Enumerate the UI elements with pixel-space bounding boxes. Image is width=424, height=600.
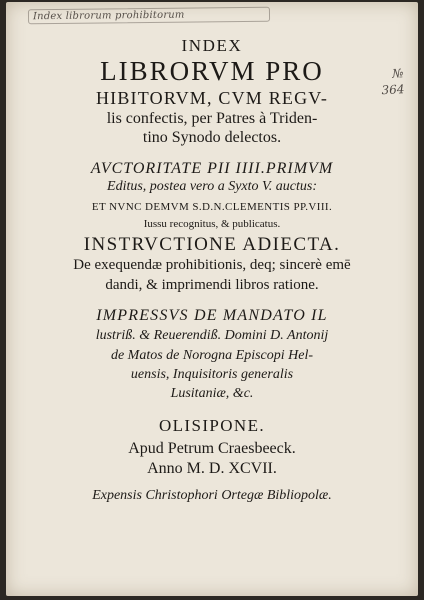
imprint-city: OLISIPONE.: [158, 416, 266, 435]
title-page: [6, 2, 418, 596]
mandate-line-1: IMPRESSVS DE MANDATO IL: [96, 307, 328, 324]
authority-line-3: ET NVNC DEMVM S.D.N.CLEMENTIS PP.VIII.: [91, 201, 333, 213]
authority-line-4: Iussu recognitus, & publicatus.: [143, 218, 281, 230]
margin-annotation: № 364: [381, 66, 405, 98]
title-hibitorum: HIBITORVM, CVM REGV-: [95, 88, 329, 108]
title-index: INDEX: [181, 36, 243, 55]
instruction-line-2: De exequendæ prohibitionis, deq; sincerè emē: [73, 257, 351, 273]
imprint-printer: Apud Petrum Craesbeeck.: [128, 440, 296, 457]
title-line-5: tino Synodo delectos.: [142, 129, 282, 146]
mandate-line-3: de Matos de Norogna Episcopi Hel-: [110, 348, 314, 363]
mandate-line-2: lustriß. & Reuerendiß. Domini D. Antonij: [95, 328, 329, 343]
imprint-expense: Expensis Christophori Ortegæ Bibliopolæ.: [92, 488, 332, 503]
authority-line-1: AVCTORITATE PII IIII.PRIMVM: [90, 160, 334, 177]
authority-line-2: Editus, postea vero a Syxto V. auctus:: [107, 179, 317, 194]
imprint-year: Anno M. D. XCVII.: [147, 460, 277, 477]
mandate-line-4: uensis, Inquisitoris generalis: [130, 367, 294, 382]
instruction-line-3: dandi, & imprimendi libros ratione.: [105, 277, 319, 293]
title-line-4: lis confectis, per Patres à Triden-: [106, 110, 318, 127]
mandate-line-5: Lusitaniæ, &c.: [170, 386, 254, 401]
title-librorum: LIBRORVM PRO: [100, 56, 324, 86]
instruction-heading: INSTRVCTIONE ADIECTA.: [83, 234, 341, 255]
handwritten-annotation: Index librorum prohibitorum: [28, 7, 270, 25]
